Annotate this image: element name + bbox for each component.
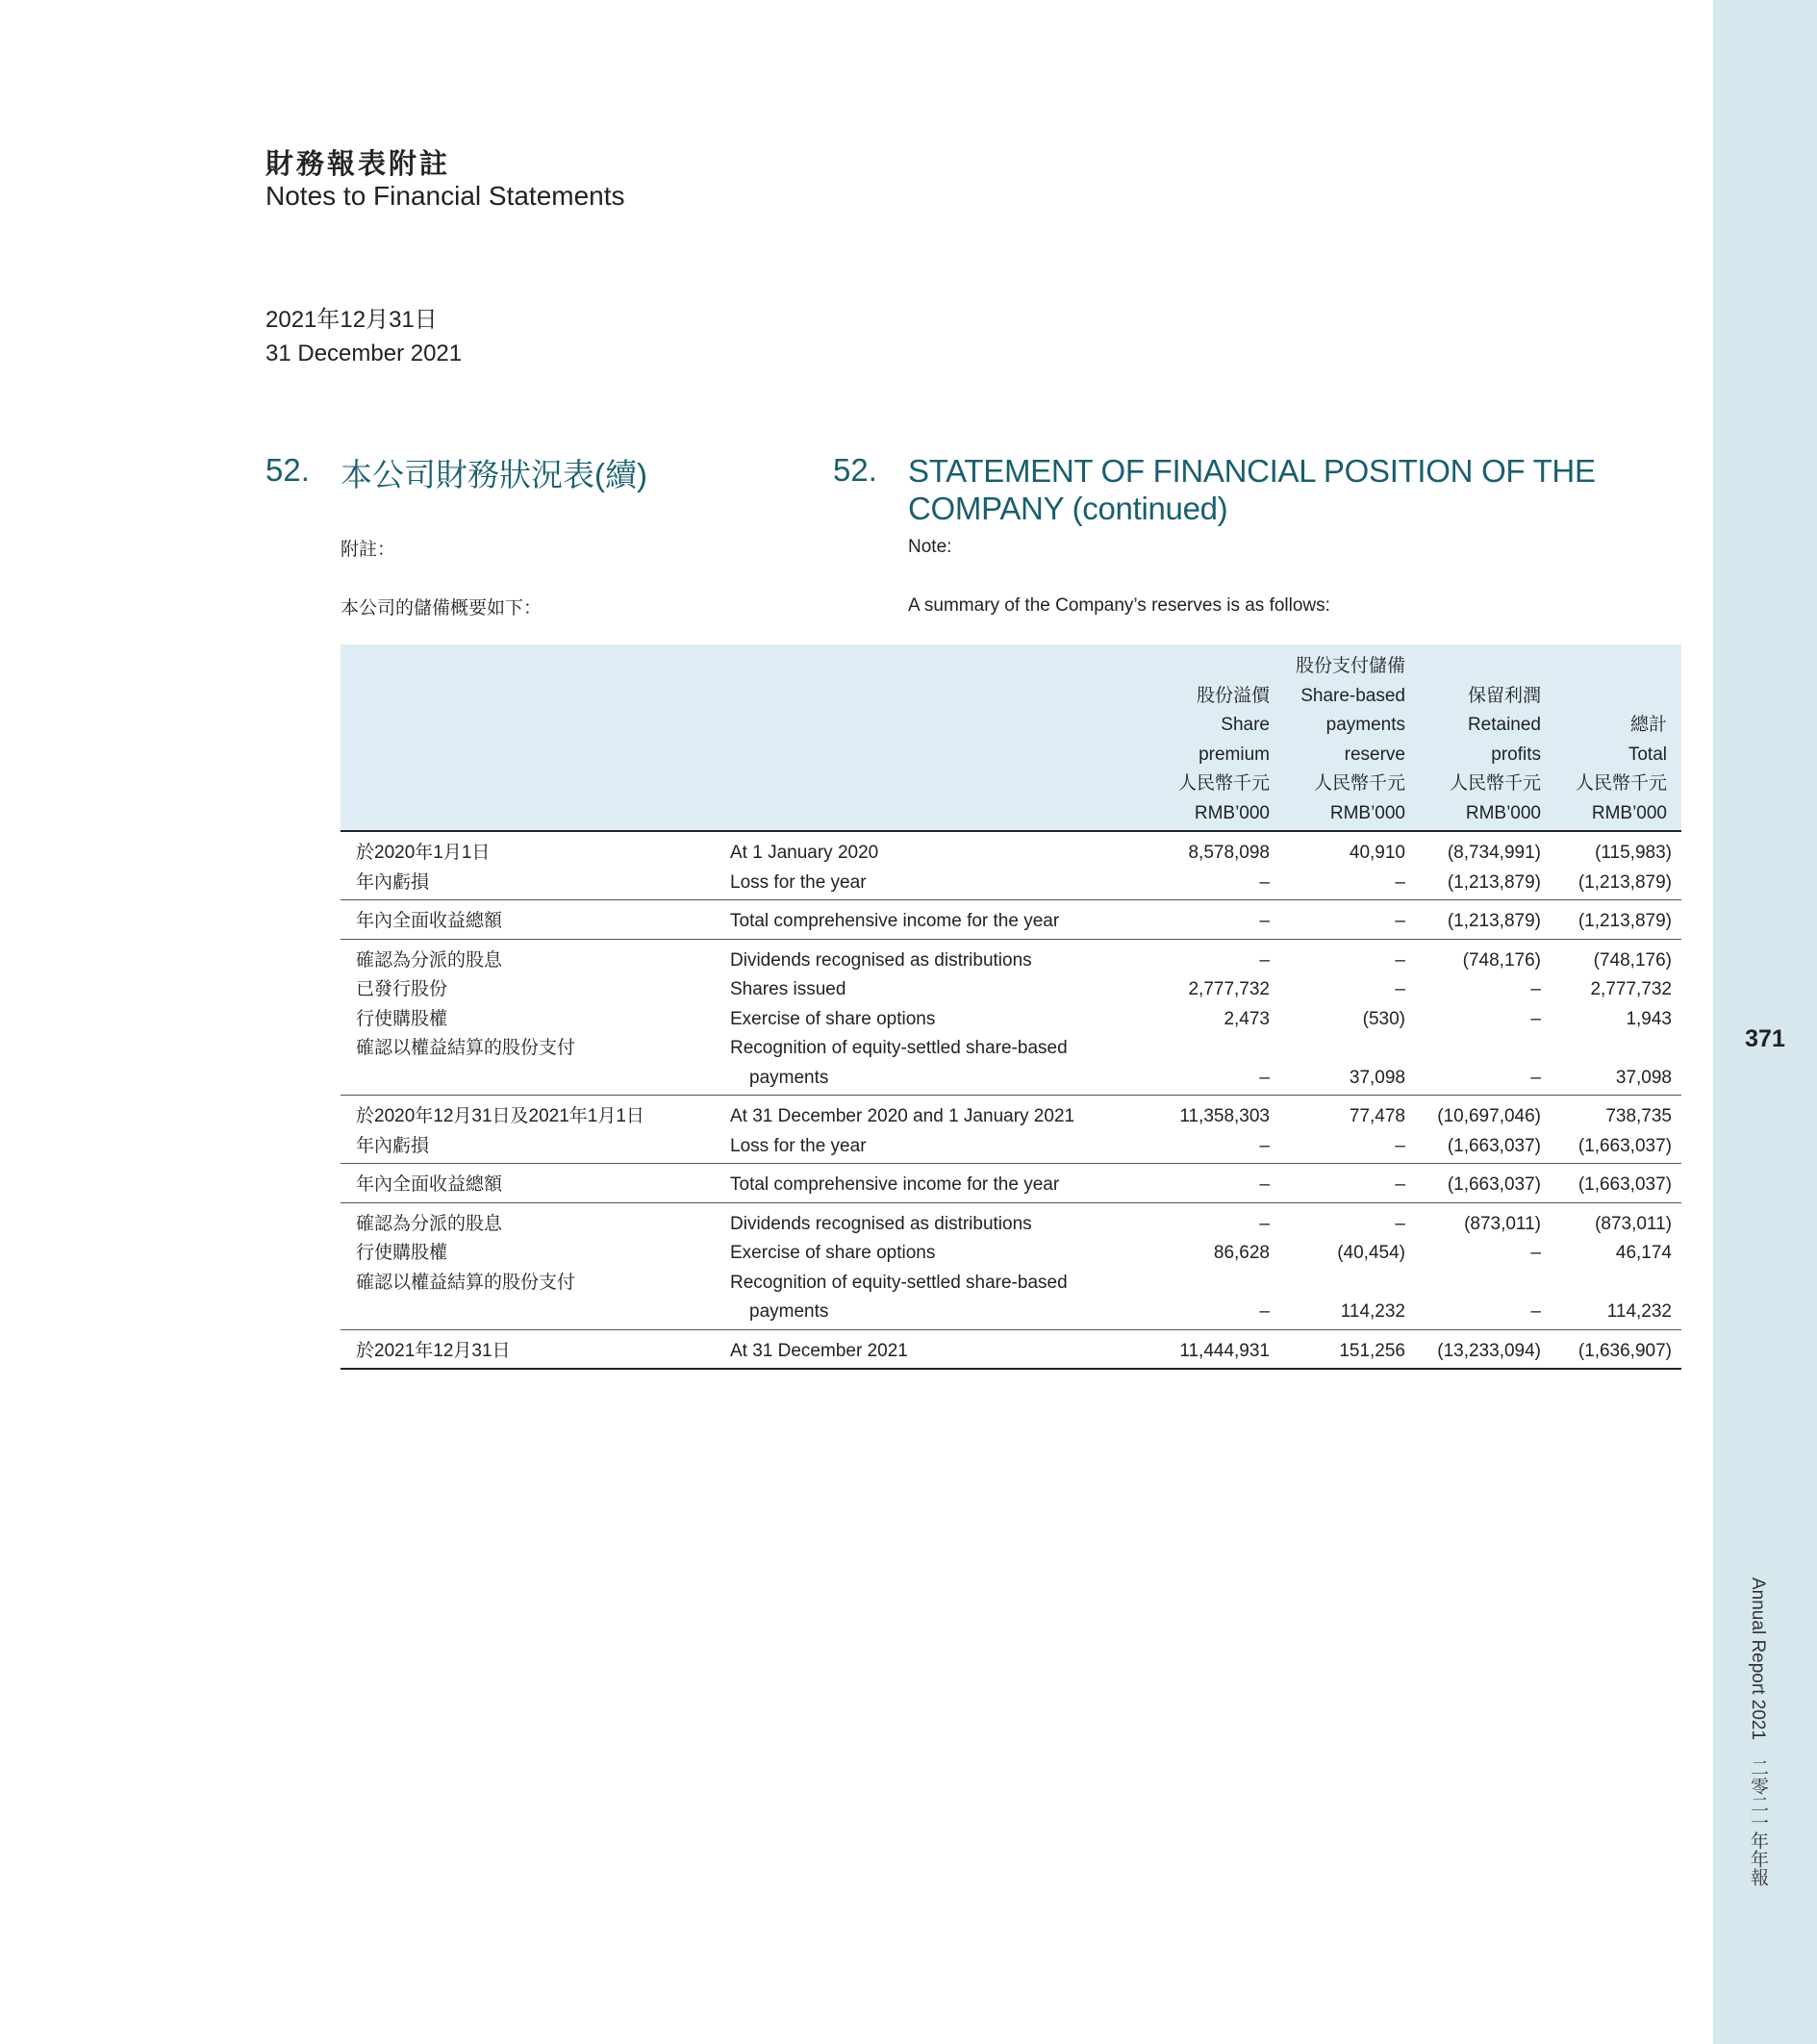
column-header-line: Share-based [1300, 685, 1405, 706]
row-label-zh: 行使購股權 [356, 1243, 448, 1263]
table-row [341, 1202, 1681, 1239]
column-header-line: reserve [1344, 744, 1405, 765]
row-label-zh: 年內全面收益總額 [341, 1164, 730, 1203]
summary-text-en: A summary of the Company’s reserves is as follows: [908, 595, 1330, 616]
value-cell: – [1284, 900, 1420, 940]
header-blank-en [730, 644, 1148, 831]
column-header-line: 股份支付儲備 [1295, 656, 1405, 676]
value-cell: 11,358,303 [1179, 1106, 1270, 1126]
note-label-en: Note: [908, 537, 952, 557]
row-label-zh: 確認以權益結算的股份支付 [356, 1038, 576, 1058]
value-cell: – [1259, 949, 1270, 971]
row-label-en: Exercise of share options [730, 1243, 936, 1263]
column-header-line: 人民幣千元 [1449, 773, 1541, 794]
value-cell: 46,174 [1615, 1243, 1672, 1263]
value-cell: 151,256 [1284, 1329, 1420, 1369]
table-row [341, 1239, 1681, 1269]
value-cell [1284, 1269, 1420, 1299]
row-label-en [730, 1064, 1148, 1096]
row-label-en: Total comprehensive income for the year [730, 1164, 1148, 1203]
value-cell [1148, 1269, 1284, 1299]
section-number-en: 52. [833, 452, 877, 488]
value-cell: – [1259, 1213, 1270, 1234]
column-header-line: payments [1325, 715, 1405, 735]
value-cell: (530) [1362, 1008, 1405, 1029]
row-label-zh: 年內虧損 [341, 1132, 730, 1164]
value-cell: – [1148, 869, 1284, 900]
row-label-en: At 1 January 2020 [730, 843, 879, 863]
value-cell: – [1530, 979, 1541, 999]
row-label-zh: 確認以權益結算的股份支付 [356, 1272, 576, 1293]
value-cell: – [1148, 1064, 1284, 1096]
section-title-zh: 本公司財務狀況表(續) [341, 457, 647, 492]
table-row [341, 1298, 1681, 1329]
column-header-line: RMB’000 [1591, 802, 1667, 823]
column-header-line: 股份溢價 [1196, 685, 1270, 706]
column-header-line: 人民幣千元 [1575, 773, 1667, 794]
value-cell: 1,943 [1626, 1008, 1672, 1029]
row-label-zh [341, 1064, 730, 1096]
table-row [341, 1064, 1681, 1096]
table-row [341, 975, 1681, 1005]
value-cell: 40,910 [1349, 843, 1405, 863]
table-row [341, 1034, 1681, 1064]
annual-report-label: Annual Report 2021 二零二一年年報 [1748, 1577, 1768, 1887]
value-cell: (1,636,907) [1555, 1329, 1681, 1369]
column-header-line: RMB’000 [1465, 802, 1541, 823]
table-header [341, 644, 1681, 831]
row-label-en: Dividends recognised as distributions [730, 1213, 1032, 1234]
value-cell: (1,213,879) [1555, 869, 1681, 900]
value-cell: (1,663,037) [1420, 1164, 1555, 1203]
column-header-line: Total [1628, 744, 1667, 765]
date-en: 31 December 2021 [265, 341, 463, 366]
value-cell: – [1148, 1298, 1284, 1329]
value-cell: (748,176) [1593, 949, 1672, 971]
value-cell: 8,578,098 [1188, 843, 1270, 863]
table-row [341, 831, 1681, 869]
reserves-table [341, 644, 1681, 1370]
value-cell: (1,663,037) [1420, 1132, 1555, 1164]
column-header-line: Share [1221, 715, 1270, 735]
value-cell: – [1530, 1008, 1541, 1029]
value-cell [1420, 1269, 1555, 1299]
column-header [1555, 644, 1681, 831]
row-label-en-continued: payments [749, 1301, 829, 1322]
value-cell: (873,011) [1595, 1213, 1672, 1234]
section-title-en: STATEMENT OF FINANCIAL POSITION OF THE COMPANY (continued) [908, 453, 1596, 526]
row-label-zh: 確認為分派的股息 [356, 1213, 503, 1234]
date-zh: 2021年12月31日 [265, 307, 438, 333]
table-row [341, 1005, 1681, 1035]
value-cell: 2,777,732 [1188, 979, 1270, 999]
value-cell: – [1148, 900, 1284, 940]
value-cell [1555, 1269, 1681, 1299]
row-label-en: Shares issued [730, 979, 846, 999]
value-cell: 77,478 [1349, 1106, 1405, 1126]
running-header-en: Notes to Financial Statements [265, 181, 625, 211]
value-cell: (10,697,046) [1437, 1106, 1541, 1126]
header-blank-zh [341, 644, 730, 831]
value-cell: – [1148, 1164, 1284, 1203]
value-cell: – [1284, 1164, 1420, 1203]
table-row [341, 1132, 1681, 1164]
column-header-line: RMB’000 [1194, 802, 1270, 823]
table-row [341, 1096, 1681, 1132]
row-label-en [730, 1298, 1148, 1329]
value-cell: – [1395, 979, 1405, 999]
row-label-zh: 年內虧損 [341, 869, 730, 900]
column-header-line: 人民幣千元 [1313, 773, 1405, 794]
note-label-zh: 附註： [341, 540, 396, 560]
value-cell: (40,454) [1337, 1243, 1405, 1263]
row-label-zh: 已發行股份 [356, 979, 448, 999]
row-label-en: At 31 December 2020 and 1 January 2021 [730, 1106, 1075, 1126]
header-row [341, 644, 1681, 831]
value-cell: (1,213,879) [1555, 900, 1681, 940]
column-header-line: 總計 [1629, 715, 1667, 735]
table-row [341, 869, 1681, 900]
value-cell [1284, 1034, 1420, 1064]
value-cell: 2,473 [1224, 1008, 1270, 1029]
row-label-en: Loss for the year [730, 1132, 1148, 1164]
column-header-line: premium [1199, 744, 1270, 765]
table-row [341, 1329, 1681, 1369]
value-cell: – [1284, 869, 1420, 900]
row-label-zh: 於2020年12月31日及2021年1月1日 [356, 1106, 644, 1126]
value-cell: 37,098 [1555, 1064, 1681, 1096]
column-header [1420, 644, 1555, 831]
value-cell: (115,983) [1595, 843, 1672, 863]
row-label-en: At 31 December 2021 [730, 1329, 1148, 1369]
section-number-zh: 52. [265, 452, 310, 488]
value-cell [1555, 1034, 1681, 1064]
value-cell: – [1284, 1132, 1420, 1164]
value-cell: 114,232 [1555, 1298, 1681, 1329]
value-cell: (1,213,879) [1420, 869, 1555, 900]
table-body [341, 831, 1681, 1369]
table-row [341, 1164, 1681, 1203]
value-cell [1420, 1034, 1555, 1064]
value-cell: (1,213,879) [1420, 900, 1555, 940]
value-cell: 37,098 [1284, 1064, 1420, 1096]
value-cell: (1,663,037) [1555, 1132, 1681, 1164]
value-cell: (1,663,037) [1555, 1164, 1681, 1203]
row-label-en: Total comprehensive income for the year [730, 900, 1148, 940]
column-header [1284, 644, 1420, 831]
row-label-zh: 於2020年1月1日 [356, 843, 491, 863]
row-label-en: Loss for the year [730, 869, 1148, 900]
row-label-en: Dividends recognised as distributions [730, 949, 1032, 971]
row-label-zh: 年內全面收益總額 [341, 900, 730, 940]
row-label-zh [341, 1298, 730, 1329]
row-label-zh: 於2021年12月31日 [341, 1329, 730, 1369]
value-cell: 114,232 [1284, 1298, 1420, 1329]
column-header-line: 保留利潤 [1467, 685, 1541, 706]
value-cell: 86,628 [1213, 1243, 1270, 1263]
value-cell: 2,777,732 [1590, 979, 1672, 999]
value-cell: (13,233,094) [1420, 1329, 1555, 1369]
column-header-line: 人民幣千元 [1177, 773, 1270, 794]
value-cell: – [1395, 1213, 1405, 1234]
value-cell: – [1148, 1132, 1284, 1164]
value-cell: (8,734,991) [1447, 843, 1541, 863]
value-cell: – [1395, 949, 1405, 971]
column-header-line: profits [1491, 744, 1541, 765]
summary-text-zh: 本公司的儲備概要如下： [341, 598, 543, 618]
table-row [341, 900, 1681, 940]
row-label-en-continued: payments [749, 1067, 829, 1088]
value-cell: 11,444,931 [1148, 1329, 1284, 1369]
row-label-en: Recognition of equity-settled share-based [730, 1272, 1068, 1293]
row-label-en: Recognition of equity-settled share-based [730, 1038, 1068, 1058]
column-header-line: RMB’000 [1329, 802, 1405, 823]
table-row [341, 939, 1681, 975]
row-label-en: Exercise of share options [730, 1008, 936, 1029]
value-cell: (873,011) [1464, 1213, 1541, 1234]
value-cell [1148, 1034, 1284, 1064]
column-header-line: Retained [1467, 715, 1541, 735]
table-row [341, 1269, 1681, 1299]
value-cell: – [1420, 1298, 1555, 1329]
row-label-zh: 行使購股權 [356, 1008, 448, 1029]
value-cell: 738,735 [1605, 1106, 1672, 1126]
column-header [1148, 644, 1284, 831]
value-cell: (748,176) [1462, 949, 1541, 971]
running-header-zh: 財務報表附註 [265, 147, 451, 180]
value-cell: – [1420, 1064, 1555, 1096]
page-number: 371 [1745, 1025, 1785, 1052]
row-label-zh: 確認為分派的股息 [356, 949, 503, 971]
value-cell: – [1530, 1243, 1541, 1263]
